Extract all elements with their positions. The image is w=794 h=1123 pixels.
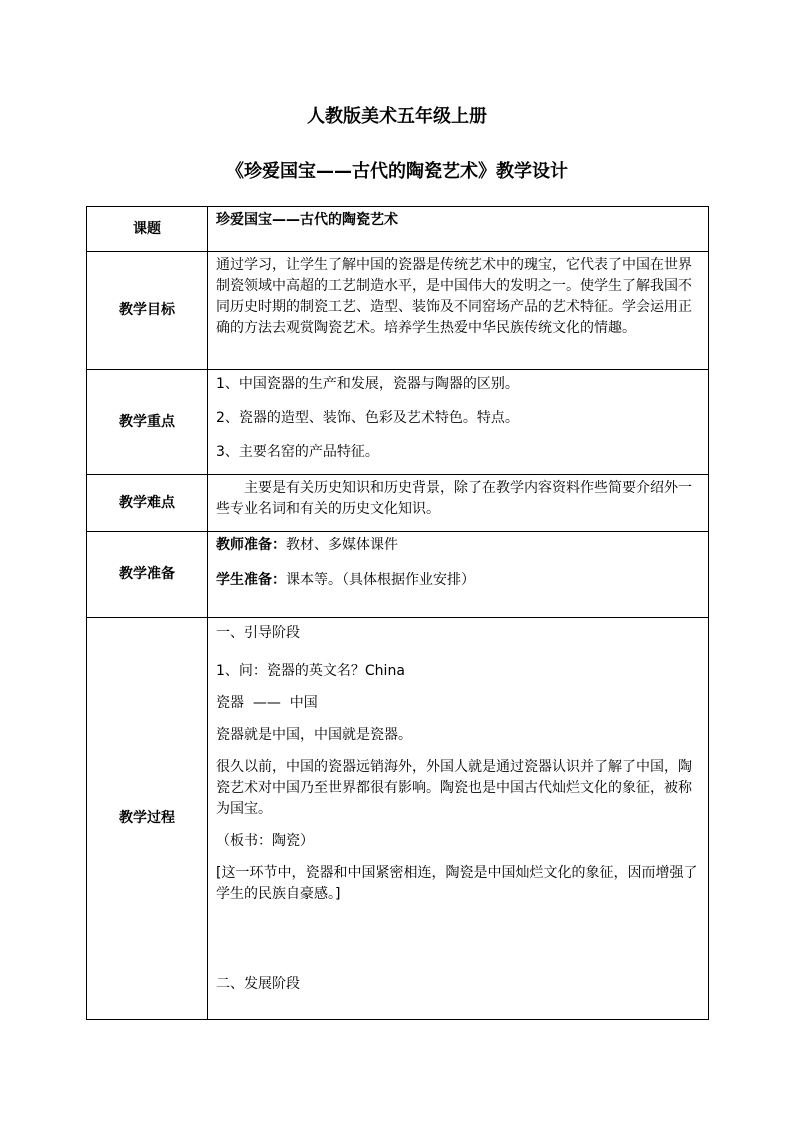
row-label-preparation: 教学准备 bbox=[87, 532, 208, 618]
teacher-preparation-text: 教材、多媒体课件 bbox=[286, 537, 398, 553]
row-label-difficulties: 教学难点 bbox=[87, 475, 208, 532]
process-paragraph: 很久以前，中国的瓷器远销海外，外国人就是通过瓷器认识并了解了中国，陶瓷艺术对中国乃至世界都很有影响。陶瓷也是中国古代灿烂文化的象征，被称为国宝。 bbox=[216, 759, 692, 817]
key-points-cell bbox=[208, 370, 709, 475]
difficulties-text: 主要是有关历史知识和历史背景，除了在教学内容资料作些简要介绍外一些专业名词和有关的历史文化知识。 bbox=[216, 480, 692, 517]
document-subtitle: 《珍爱国宝——古代的陶瓷艺术》教学设计 bbox=[226, 161, 568, 182]
row-label-key-points: 教学重点 bbox=[87, 370, 208, 475]
difficulties-cell bbox=[208, 475, 709, 532]
table-row-process bbox=[87, 618, 709, 1020]
student-preparation-text: 课本等。（具体根据作业安排） bbox=[286, 572, 475, 588]
key-point-item: 2、瓷器的造型、装饰、色彩及艺术特色。特点。 bbox=[216, 410, 519, 426]
topic-text: 珍爱国宝——古代的陶瓷艺术 bbox=[216, 212, 398, 228]
lesson-plan-table bbox=[86, 206, 709, 1020]
student-preparation bbox=[216, 570, 700, 591]
process-section-1: 一、引导阶段 bbox=[216, 625, 300, 641]
process-statement: 瓷器就是中国，中国就是瓷器。 bbox=[216, 727, 412, 743]
table-row-key-points bbox=[87, 370, 709, 475]
row-label-topic: 课题 bbox=[87, 207, 208, 252]
process-cell bbox=[208, 618, 709, 1020]
row-label-goals: 教学目标 bbox=[87, 252, 208, 370]
process-equation: 瓷器 —— 中国 bbox=[216, 695, 318, 711]
student-preparation-label: 学生准备： bbox=[216, 572, 286, 588]
goals-cell bbox=[208, 252, 709, 370]
process-section-2: 二、发展阶段 bbox=[216, 976, 300, 992]
preparation-cell bbox=[208, 532, 709, 618]
key-point-item: 3、主要名窑的产品特征。 bbox=[216, 444, 379, 460]
process-comment: [这一环节中，瓷器和中国紧密相连，陶瓷是中国灿烂文化的象征，因而增强了学生的民族自豪感。] bbox=[216, 865, 698, 902]
goals-text: 通过学习，让学生了解中国的瓷器是传统艺术中的瑰宝，它代表了中国在世界制瓷领域中高超的工艺制造水平，是中国伟大的发明之一。使学生了解我国不同历史时期的制瓷工艺、造型、装饰及不同窑场产品的艺术特征。学会运用正确的方法去观赏陶瓷艺术。培养学生热爱中华民族传统文化的情趣。 bbox=[216, 257, 692, 336]
row-label-process: 教学过程 bbox=[87, 618, 208, 1020]
teacher-preparation bbox=[216, 535, 700, 556]
table-row-difficulties bbox=[87, 475, 709, 532]
topic-value bbox=[208, 207, 709, 252]
key-point-item: 1、中国瓷器的生产和发展，瓷器与陶器的区别。 bbox=[216, 376, 519, 392]
process-board-note: （板书：陶瓷） bbox=[216, 833, 314, 849]
teacher-preparation-label: 教师准备： bbox=[216, 537, 286, 553]
document-title: 人教版美术五年级上册 bbox=[307, 106, 487, 127]
table-row-topic bbox=[87, 207, 709, 252]
table-row-preparation bbox=[87, 532, 709, 618]
process-question: 1、问：瓷器的英文名？China bbox=[216, 663, 405, 679]
table-row-goals bbox=[87, 252, 709, 370]
